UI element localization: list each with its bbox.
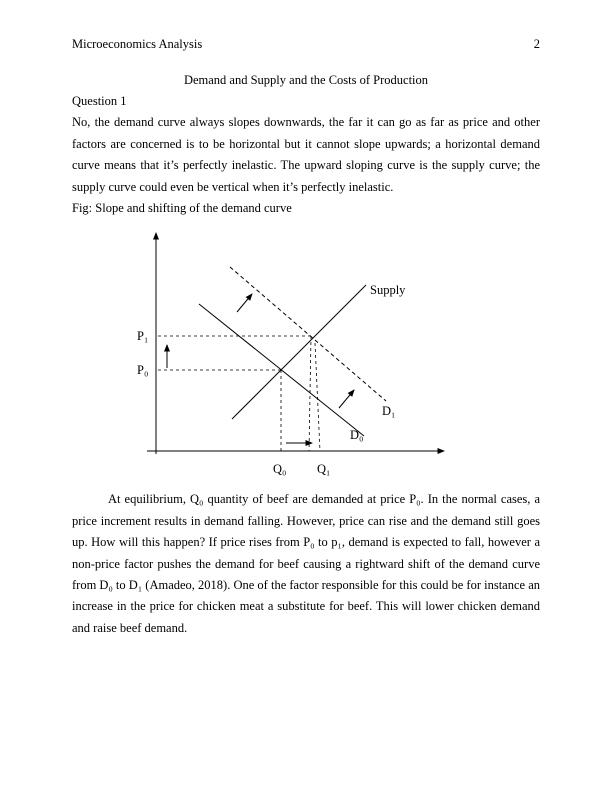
page-header <box>72 34 540 55</box>
supply-label: Supply <box>370 283 406 298</box>
p0-label: P₀ <box>137 363 149 378</box>
document-title: Demand and Supply and the Costs of Production <box>183 73 429 87</box>
page-number: 2 <box>533 37 540 51</box>
q1-label: Q₁ <box>317 462 331 477</box>
demand-supply-figure <box>114 221 554 489</box>
figure-container <box>114 221 540 489</box>
d0-label: D₀ <box>350 428 364 443</box>
supply-curve <box>232 285 366 419</box>
figure-caption: Fig: Slope and shifting of the demand curve <box>72 201 292 216</box>
q0-label: Q₀ <box>273 462 287 477</box>
question-label: Question 1 <box>72 94 127 108</box>
paragraph-2: At equilibrium, Q₀ quantity of beef are demanded at price P₀. In the normal cases, a price increment results in demand falling. However, price can rise and the demand still goes up. How will this happen? If price rises from P₀ to p₁, demand is expected to fall, however a non-price factor pushes the demand for beef causing a rightward shift of the demand curve from D₀ to D₁ (Amadeo, 2018). One of the factor responsible for this could be for instance an increase in the price for chicken meat a substitute for beef. This will lower chicken demand and raise beef demand. <box>72 492 540 635</box>
demand-shift-arrow-bottom <box>339 390 354 408</box>
p1-label: P₁ <box>137 329 149 344</box>
paragraph-1: No, the demand curve always slopes downwards, the far it can go as far as price and other factors are concerned is to be horizontal but it cannot slope upwards; a horizontal demand curve means that it’s perfectly inelastic. The upward sloping curve is the supply curve; the supply curve could even be vertical when it’s perfectly inelastic. <box>72 115 540 194</box>
d1-label: D₁ <box>382 404 396 419</box>
header-title: Microeconomics Analysis <box>72 37 203 51</box>
demand-curve-d1 <box>230 267 386 401</box>
demand-shift-arrow-top <box>237 294 252 312</box>
demand-curve-d0 <box>199 304 364 436</box>
